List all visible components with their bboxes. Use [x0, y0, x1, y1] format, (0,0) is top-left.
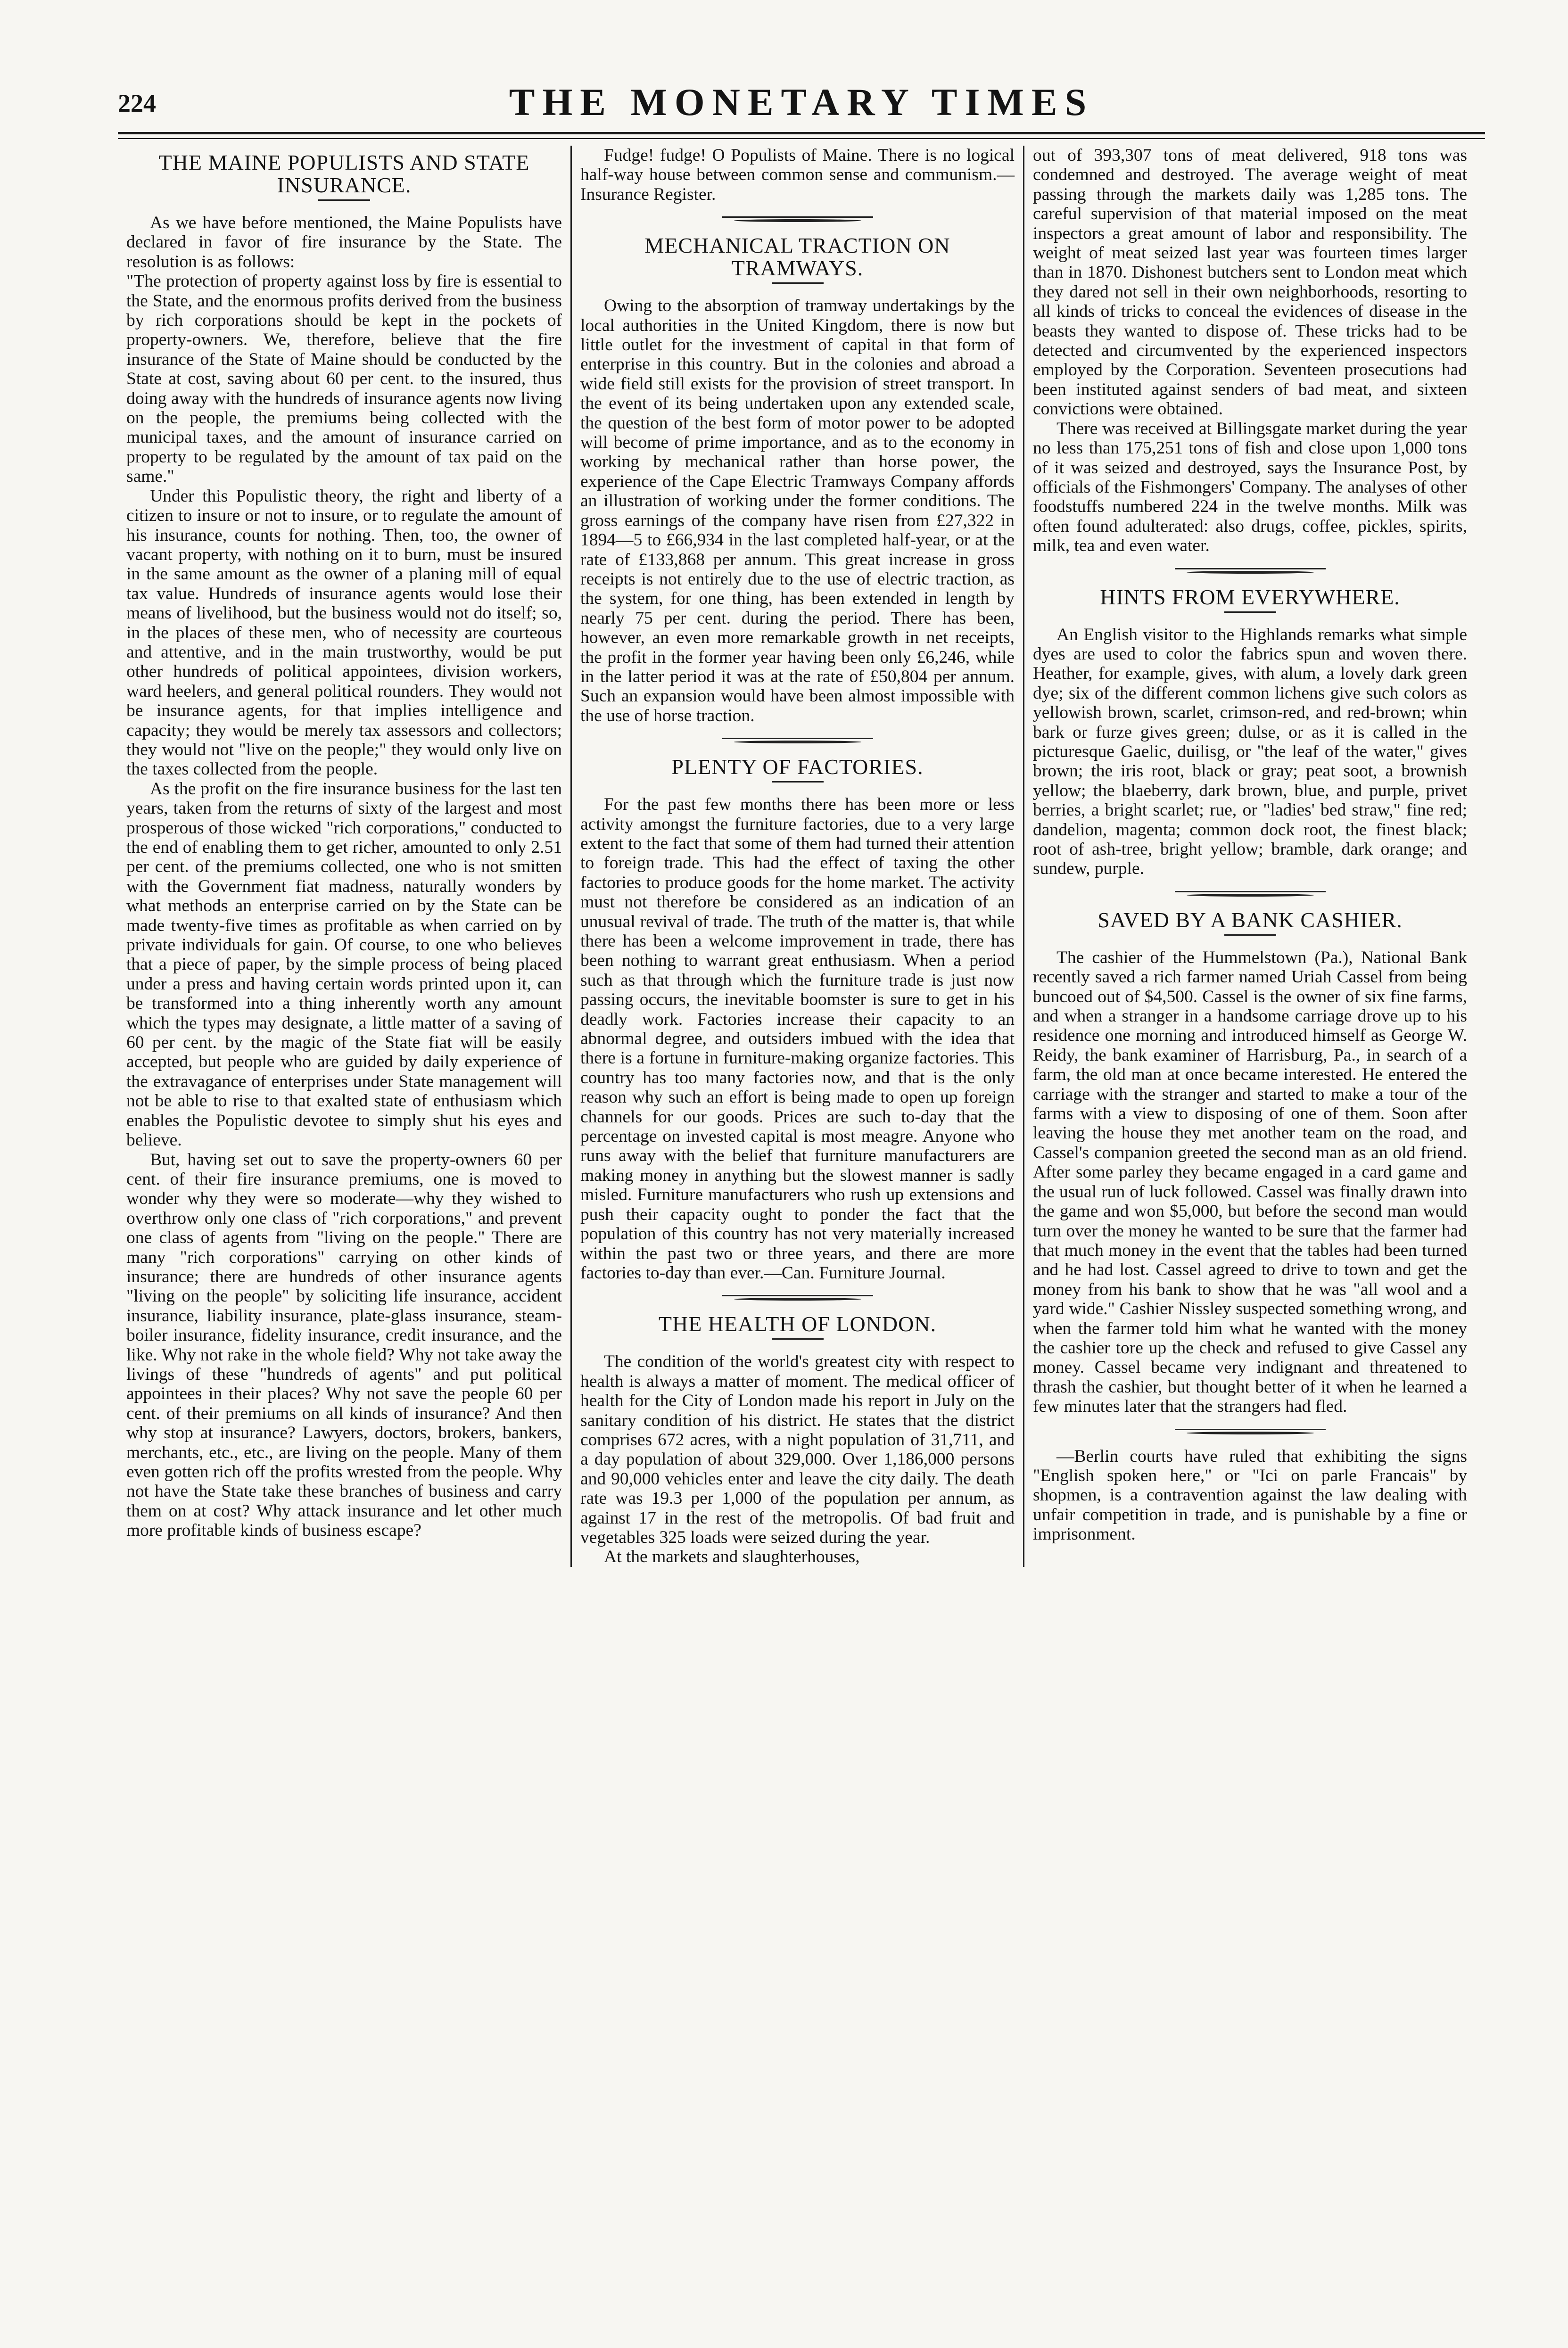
- section-divider: [722, 738, 873, 743]
- paragraph: —Berlin courts have ruled that exhibiting the signs "English spoken here," or "Ici on parle Francais" by shopmen, is a contravention against the law dealing with unfair competition in trade, and is punishable by a fine or imprisonment.: [1033, 1446, 1467, 1544]
- paragraph: As we have before mentioned, the Maine Populists have declared in favor of fire insurance by the State. The resolution is as follows:: [126, 213, 562, 272]
- article-title-mechanical-traction: MECHANICAL TRACTION ON TRAMWAYS.: [644, 233, 950, 280]
- paragraph: An English visitor to the Highlands remarks what simple dyes are used to color the fabrics spun and woven there. Heather, for example, gives, with alum, a lovely dark green dye; six of the different common lichens give such colors as yellowish brown, scarlet, crimson-red, and red-brown; whin bark or furze gives green; dulse, or as it is called in the picturesque Gaelic, duilisg, or "the leaf of the water," gives brown; the iris root, black or gray; peat soot, a brownish yellow; the blaeberry, dark brown, blue, and purple, privet berries, a bright scarlet; rue, or "ladies' bed straw," fine red; dandelion, magenta; common dock root, the finest black; root of ash-tree, bright yellow; bramble, dark orange; and sundew, purple.: [1033, 625, 1467, 879]
- section-divider: [1175, 891, 1326, 897]
- paragraph: Owing to the absorption of tramway undertakings by the local authorities in the United Kingdom, there is now but little outlet for the investment of capital in that form of enterprise in this country. But in the colonies and abroad a wide field still exists for the provision of street transport. In the event of its being undertaken upon any extended scale, the question of the best form of motor power to be adopted will become of prime importance, and as to the economy in working by mechanical rather than horse power, the experience of the Cape Electric Tramways Company affords an illustration of working under the former conditions. The gross earnings of the company have risen from £27,322 in 1894—5 to £66,934 in the last completed half-year, or at the rate of £133,868 per annum. This great increase in gross receipts is not entirely due to the use of electric traction, as the system, for one thing, has been extended in length by nearly 75 per cent. during the period. There has been, however, an even more remarkable growth in net receipts, the profit in the former year having been only £6,246, while in the latter period it was at the rate of £50,804 per annum. Such an expansion would have been almost impossible with the use of horse traction.: [580, 296, 1015, 725]
- article-title-maine-populists: THE MAINE POPULISTS AND STATE INSURANCE.: [158, 150, 530, 197]
- paragraph: Fudge! fudge! O Populists of Maine. There is no logical half-way house between common sense and communism.—Insurance Register.: [580, 146, 1015, 204]
- title-rule: [772, 282, 824, 284]
- article-title-plenty-of-factories: PLENTY OF FACTORIES.: [671, 755, 924, 779]
- paragraph: Under this Populistic theory, the right and liberty of a citizen to insure or not to insure, or to regulate the amount of his insurance, counts for nothing. Then, too, the owner of vacant property, with nothing on it to burn, must be insured in the same amount as the owner of a planing mill of equal tax value. Hundreds of insurance agents would lose their means of livelihood, but the business would not do itself; so, in the places of these men, who of necessity are courteous and attentive, and in the main trustworthy, would be put other hundreds of political appointees, division workers, ward heelers, and general political rounders. They would not be insurance agents, for that implies intelligence and capacity; they would be merely tax assessors and collectors; they would not "live on the people;" they would only live on the taxes collected from the people.: [126, 486, 562, 779]
- section-divider: [1175, 568, 1326, 574]
- quoted-resolution: "The protection of property against loss by fire is essential to the State, and the enormous profits derived from the business by rich corporations should be kept in the pockets of property-owners. We, therefore, believe that the fire insurance of the State of Maine should be conducted by the State at cost, saving about 60 per cent. to the insured, thus doing away with the hundreds of insurance agents now living on the people, the premiums being collected with the municipal taxes, and the amount of insurance carried on property to be regulated by the amount of tax paid on the same.": [126, 272, 562, 486]
- paragraph: For the past few months there has been more or less activity amongst the furniture factories, due to a very large extent to the fact that some of them had turned their attention to foreign trade. This had the effect of taxing the other factories to produce goods for the home market. The activity must not therefore be considered as an indication of an unusual revival of trade. The truth of the matter is, that while there has been a welcome improvement in trade, there has been nothing to warrant great enthusiasm. When a period such as that through which the furniture trade is just now passing occurs, the inevitable boomster is sure to get in his deadly work. Factories increase their capacity to an abnormal degree, and outsiders imbued with the idea that there is a fortune in furniture-making organize factories. This country has too many factories now, and that is the only reason why such an effort is being made to open up foreign channels for our goods. Prices are such to-day that the percentage on invested capital is most meagre. Anyone who runs away with the belief that furniture manufacturers are making money in anything but the slowest manner is sadly misled. Furniture manufacturers who rush up extensions and push their capacity ought to ponder the fact that the population of this country has not very materially increased within the past two or three years, and there are more factories to-day than ever.—Can. Furniture Journal.: [580, 795, 1015, 1283]
- page-number: 224: [118, 89, 156, 117]
- title-rule: [318, 199, 370, 201]
- column-1: [118, 146, 570, 1567]
- section-divider: [722, 216, 873, 222]
- paragraph: As the profit on the fire insurance business for the last ten years, taken from the returns of sixty of the largest and most prosperous of those wicked "rich corporations," conducted to the end of enabling them to get richer, amounted to only 2.51 per cent. of the premiums collected, one who is not smitten with the Government fiat madness, naturally wonders by what methods an enterprise carried on by the State can be made twenty-five times as profitable as when carried on by private individuals for gain. Of course, to one who believes that a piece of paper, by the simple process of being placed under a press and having certain words printed upon it, can be transformed into a thing inherently worth any amount which the types may designate, a little matter of a saving of 60 per cent. by the magic of the State fiat will be easily accepted, but people who are guided by daily experience of the extravagance of enterprises under State management will not be able to rise to that exalted state of enthusiasm which enables the Populistic devotee to simply shut his eyes and believe.: [126, 779, 562, 1150]
- paragraph: The condition of the world's greatest city with respect to health is always a matter of moment. The medical officer of health for the City of London made his report in July on the sanitary condition of his district. He states that the district comprises 672 acres, with a night population of 31,711, and a day population of about 329,000. Over 1,186,000 persons and 90,000 vehicles enter and leave the city daily. The death rate was 19.3 per 1,000 of the population per annum, as against 17 in the rest of the metropolis. Of bad fruit and vegetables 325 loads were seized during the year.: [580, 1352, 1015, 1547]
- title-rule: [772, 781, 824, 783]
- article-title-health-of-london: THE HEALTH OF LONDON.: [658, 1312, 937, 1336]
- paragraph: But, having set out to save the property-owners 60 per cent. of their fire insurance premiums, one is moved to wonder why they were so moderate—why they wished to overthrow only one class of "rich corporations," and prevent one class of agents from "living on the people." There are many "rich corporations" carrying on other kinds of insurance; there are hundreds of other insurance agents "living on the people" by soliciting life insurance, accident insurance, liability insurance, plate-glass insurance, steam-boiler insurance, fidelity insurance, credit insurance, and the like. Why not rake in the whole field? Why not take away the livings of these "hundreds of agents" and put political appointees in their places? Why not save the people 60 per cent. of their premiums on all kinds of insurance? And then why stop at insurance? Lawyers, doctors, brokers, bankers, merchants, etc., etc., are living on the people. Many of them even gotten rich off the profits wrested from the people. Why not have the State take these branches of business and carry them on at cost? Why attack insurance and let other much more profitable kinds of business escape?: [126, 1150, 562, 1541]
- masthead-rule: [118, 132, 1485, 139]
- paragraph: out of 393,307 tons of meat delivered, 918 tons was condemned and destroyed. The average weight of meat passing through the markets daily was 1,285 tons. The careful supervision of that material imposed on the meat inspectors a great amount of labor and responsibility. The weight of meat seized last year was fourteen times larger than in 1870. Dishonest butchers sent to London meat which they dared not sell in their own neighborhoods, resorting to all kinds of tricks to conceal the evidences of disease in the beasts they wanted to dispose of. These tricks had to be detected and circumvented by the experienced inspectors employed by the Corporation. Seventeen prosecutions had been instituted against senders of bad meat, and sixteen convictions were obtained.: [1033, 146, 1467, 419]
- article-title-saved-by-bank-cashier: SAVED BY A BANK CASHIER.: [1098, 907, 1403, 932]
- column-3: [1023, 146, 1476, 1567]
- paragraph: There was received at Billingsgate market during the year no less than 175,251 tons of fish and close upon 1,000 tons of it was seized and destroyed, says the Insurance Post, by officials of the Fishmongers' Company. The analyses of other foodstuffs numbered 224 in the twelve months. Milk was often found adulterated: also drugs, coffee, pickles, spirits, milk, tea and even water.: [1033, 419, 1467, 556]
- column-2: [570, 146, 1023, 1567]
- paragraph: At the markets and slaughterhouses,: [604, 1547, 860, 1567]
- paragraph: The cashier of the Hummelstown (Pa.), National Bank recently saved a rich farmer named Uriah Cassel from being buncoed out of $4,500. Cassel is the owner of six fine farms, and when a stranger in a handsome carriage drove up to his residence one morning and introduced himself as George W. Reidy, the bank examiner of Harrisburg, Pa., in search of a farm, the old man at once became interested. He entered the carriage with the stranger and started to make a tour of the farms with a view to disposing of one of them. Soon after leaving the house they met another team on the road, and Cassel's companion greeted the second man as an old friend. After some parley they became engaged in a card game and the usual run of luck followed. Cassel was finally drawn into the game and won $5,000, but before the second man would turn over the money he wanted to be sure that the farmer had that much money in the event that the tables had been turned and he had lost. Cassel agreed to drive to town and get the money from his bank to show that he was "all wool and a yard wide." Cashier Nissley suspected something wrong, and when the farmer told him what he wanted with the money the cashier tore up the check and refused to give Cassel any money. Cassel became very indignant and threatened to thrash the cashier, but thought better of it when he learned a few minutes later that the strangers had fled.: [1033, 947, 1467, 1417]
- columns: [118, 146, 1485, 1567]
- masthead: [118, 80, 1485, 132]
- section-divider: [722, 1295, 873, 1301]
- title-rule: [772, 1338, 824, 1340]
- title-rule: [1224, 611, 1276, 613]
- journal-title: THE MONETARY TIMES: [509, 81, 1094, 124]
- section-divider: [1175, 1429, 1326, 1434]
- article-title-hints-from-everywhere: HINTS FROM EVERYWHERE.: [1100, 585, 1400, 609]
- title-rule: [1224, 934, 1276, 936]
